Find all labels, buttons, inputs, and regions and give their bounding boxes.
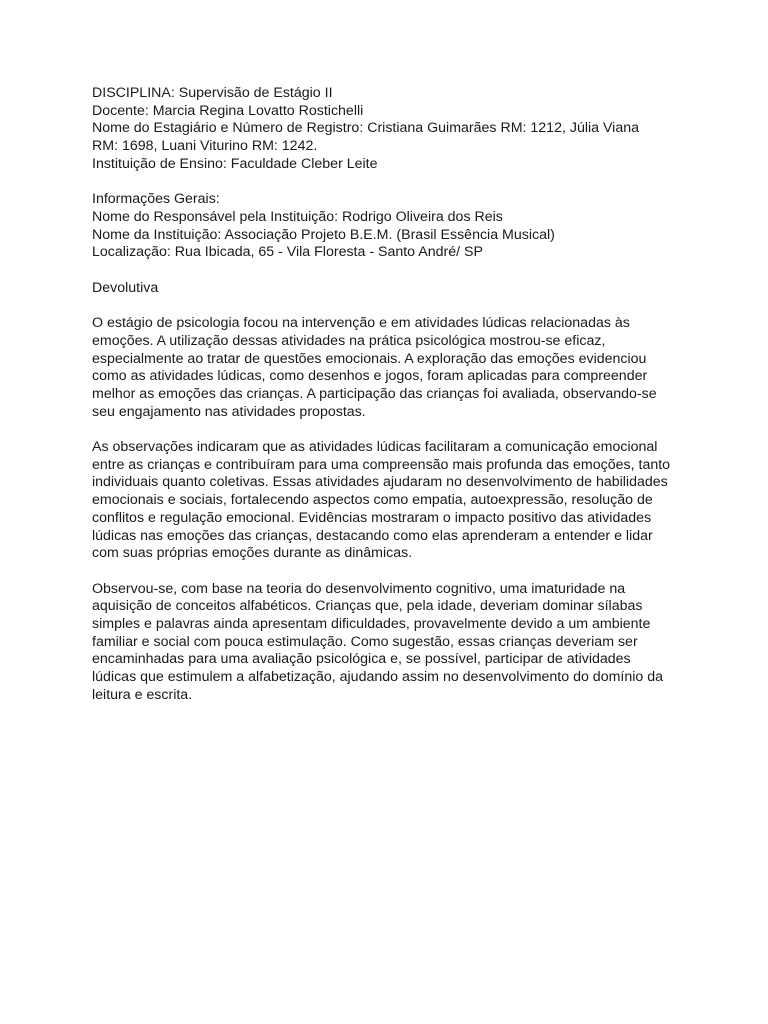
paragraph-3 xyxy=(92,581,682,705)
header-block xyxy=(92,85,682,174)
paragraph-2 xyxy=(92,439,682,563)
paragraph-line: As observações indicaram que as atividades lúdicas facilitaram a comunicação emocional xyxy=(92,439,658,455)
paragraph-line: O estágio de psicologia focou na intervenção e em atividades lúdicas relacionadas às xyxy=(92,315,630,332)
paragraph-line: conflitos e regulação emocional. Evidências mostraram o impacto positivo das atividades xyxy=(92,509,652,526)
spacer xyxy=(92,563,682,581)
spacer xyxy=(92,262,682,280)
paragraph-line: encaminhadas para uma avaliação psicológica e, se possível, participar de atividades xyxy=(92,651,631,668)
docente-line: Docente: Marcia Regina Lovatto Rostichelli xyxy=(92,102,364,119)
info-block xyxy=(92,191,682,262)
paragraph-line: Observou-se, com base na teoria do desenvolvimento cognitivo, uma imaturidade na xyxy=(92,580,626,597)
paragraph-line: leitura e escrita. xyxy=(92,686,193,703)
paragraph-line: especialmente ao tratar de questões emocionais. A exploração das emoções evidenciou xyxy=(92,350,647,367)
spacer xyxy=(92,421,682,439)
paragraph-line: lúdicas que estimulem a alfabetização, ajudando assim no desenvolvimento do domínio da xyxy=(92,669,663,686)
localizacao-line: Localização: Rua Ibicada, 65 - Vila Floresta - Santo André/ SP xyxy=(92,244,483,261)
info-heading: Informações Gerais: xyxy=(92,191,220,208)
spacer xyxy=(92,297,682,315)
paragraph-line: lúdicas nas emoções das crianças, destacando como elas aprenderam a entender e lidar xyxy=(92,527,653,544)
disciplina-line: DISCIPLINA: Supervisão de Estágio II xyxy=(92,85,333,101)
paragraph-line: individuais quanto coletivas. Essas atividades ajudaram no desenvolvimento de habilidades xyxy=(92,474,668,491)
instituicao-line: Nome da Instituição: Associação Projeto B.E.M. (Brasil Essência Musical) xyxy=(92,226,555,243)
paragraph-line: entre as crianças e contribuíram para uma compreensão mais profunda das emoções, tanto xyxy=(92,456,671,473)
paragraph-line: emocionais e sociais, fortalecendo aspectos como empatia, autoexpressão, resolução de xyxy=(92,492,653,509)
paragraph-line: com suas próprias emoções durante as dinâmicas. xyxy=(92,545,413,562)
instituicao-ensino-line: Instituição de Ensino: Faculdade Cleber Leite xyxy=(92,155,378,172)
paragraph-line: aquisição de conceitos alfabéticos. Crianças que, pela idade, deveriam dominar sílabas xyxy=(92,598,643,615)
spacer xyxy=(92,174,682,192)
paragraph-line: como as atividades lúdicas, como desenhos e jogos, foram aplicadas para compreender xyxy=(92,368,648,385)
paragraph-line: emoções. A utilização dessas atividades na prática psicológica mostrou-se eficaz, xyxy=(92,332,606,349)
paragraph-line: familiar e social com pouca estimulação. Como sugestão, essas crianças deveriam ser xyxy=(92,633,638,650)
paragraph-line: simples e palavras ainda apresentam dificuldades, provavelmente devido a um ambiente xyxy=(92,616,651,633)
devolutiva-heading: Devolutiva xyxy=(92,279,159,296)
paragraph-line: seu engajamento nas atividades propostas. xyxy=(92,403,366,420)
estagiarios-line: Nome do Estagiário e Número de Registro: Cristiana Guimarães RM: 1212, Júlia Viana xyxy=(92,120,640,137)
devolutiva-block xyxy=(92,280,682,298)
paragraph-line: melhor as emoções das crianças. A participação das crianças foi avaliada, observando-se xyxy=(92,385,657,402)
document-page xyxy=(92,85,682,705)
estagiarios-line-continued: RM: 1698, Luani Viturino RM: 1242. xyxy=(92,138,318,155)
responsavel-line: Nome do Responsável pela Instituição: Rodrigo Oliveira dos Reis xyxy=(92,208,503,225)
paragraph-1 xyxy=(92,315,682,421)
